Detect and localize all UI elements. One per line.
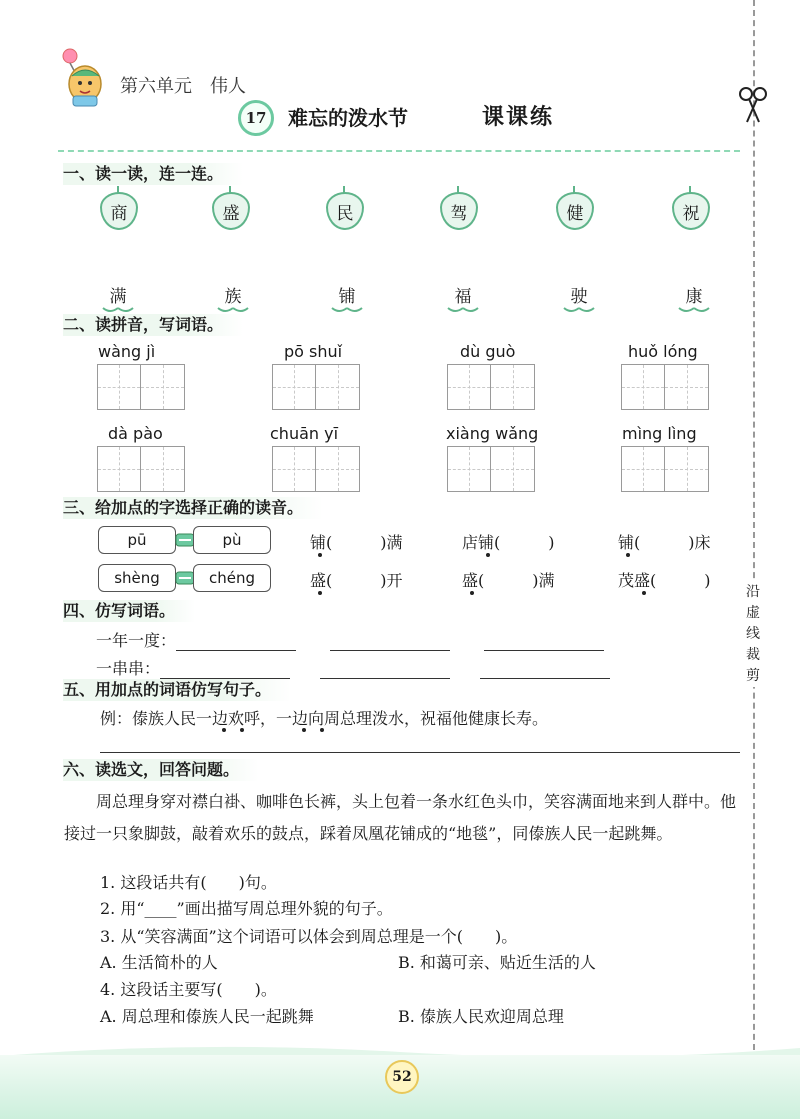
writing-grid[interactable] (97, 446, 185, 492)
bottom-char-6[interactable]: 康 (685, 287, 703, 307)
imitation-item-2 (96, 656, 610, 679)
bottom-char-2[interactable]: 族 (224, 287, 242, 307)
top-char-1[interactable]: 商 (100, 192, 138, 230)
question-1[interactable]: 1. 这段话共有( )句。 (100, 873, 277, 892)
question-3-option-b[interactable]: B. 和蔼可亲、贴近生活的人 (398, 953, 596, 972)
reading-option-sheng[interactable]: shèng (98, 564, 176, 592)
top-char-6[interactable]: 祝 (672, 192, 710, 230)
pinyin-8: mìng lìng (622, 424, 697, 443)
top-char-5[interactable]: 健 (556, 192, 594, 230)
section6-heading: 六、读选文，回答问题。 (63, 759, 259, 781)
writing-grid[interactable] (447, 364, 535, 410)
bottom-char-3[interactable]: 铺 (338, 287, 356, 307)
example-sentence: 例：傣族人民一边欢呼，一边向周总理泼水，祝福他健康长寿。 (100, 709, 549, 728)
pronunciation-blank[interactable]: 茂盛( ) (618, 571, 711, 590)
question-3-option-a[interactable]: A. 生活简朴的人 (100, 953, 218, 972)
cut-line (753, 0, 755, 1060)
emphasis-dot (320, 728, 324, 732)
answer-blank[interactable] (176, 632, 296, 651)
scissors-icon (738, 86, 768, 126)
reading-option-pu1[interactable]: pū (98, 526, 176, 554)
bottom-char-5[interactable]: 驶 (570, 287, 588, 307)
emphasis-dot (626, 553, 630, 557)
writing-grid[interactable] (272, 446, 360, 492)
pinyin-5: dà pào (108, 424, 163, 443)
reading-option-pu4[interactable]: pù (193, 526, 271, 554)
lesson-tag: 课课练 (482, 104, 555, 130)
unit-title: 第六单元 伟人 (120, 76, 246, 97)
pinyin-4: huǒ lóng (628, 342, 698, 361)
question-4-option-a[interactable]: A. 周总理和傣族人民一起跳舞 (100, 1007, 314, 1026)
answer-blank[interactable] (480, 660, 610, 679)
emphasis-dot (470, 591, 474, 595)
section2-heading: 二、读拼音，写词语。 (63, 314, 243, 336)
writing-grid[interactable] (621, 446, 709, 492)
pinyin-3: dù guò (460, 342, 516, 361)
bottom-char-4[interactable]: 福 (454, 287, 472, 307)
pronunciation-blank[interactable]: 铺( )满 (310, 533, 403, 552)
lesson-number-badge: 17 (238, 100, 274, 136)
answer-blank[interactable] (330, 632, 450, 651)
page-number: 52 (385, 1060, 419, 1094)
answer-blank[interactable] (320, 660, 450, 679)
emphasis-dot (318, 553, 322, 557)
section1-heading: 一、读一读，连一连。 (63, 163, 243, 185)
writing-grid[interactable] (272, 364, 360, 410)
top-char-4[interactable]: 驾 (440, 192, 478, 230)
question-4[interactable]: 4. 这段话主要写( )。 (100, 980, 277, 999)
pronunciation-blank[interactable]: 铺( )床 (618, 533, 711, 552)
pronunciation-blank[interactable]: 盛( )满 (462, 571, 555, 590)
pinyin-6: chuān yī (270, 424, 339, 443)
pinyin-2: pō shuǐ (284, 342, 343, 361)
answer-blank[interactable] (484, 632, 604, 651)
pronunciation-blank[interactable]: 盛( )开 (310, 571, 403, 590)
header-divider (58, 150, 740, 152)
top-char-2[interactable]: 盛 (212, 192, 250, 230)
lesson-title: 难忘的泼水节 (288, 106, 408, 130)
question-2[interactable]: 2. 用“____”画出描写周总理外貌的句子。 (100, 899, 393, 918)
writing-grid[interactable] (621, 364, 709, 410)
emphasis-dot (642, 591, 646, 595)
emphasis-dot (486, 553, 490, 557)
reading-passage: 周总理身穿对襟白褂、咖啡色长裤，头上包着一条水红色头巾，笑容满面地来到人群中。他接过一只象脚鼓，敲着欢乐的鼓点，踩着凤凰花铺成的“地毯”，同傣族人民一起跳舞。 (64, 792, 737, 843)
link-icon (175, 571, 195, 585)
link-icon (175, 533, 195, 547)
imitation-label: 一年一度： (96, 631, 177, 650)
imitation-item-1 (96, 628, 604, 651)
imitation-label: 一串串： (96, 659, 161, 678)
sentence-answer-line[interactable] (100, 752, 740, 753)
pinyin-1: wàng jì (98, 342, 156, 361)
top-char-3[interactable]: 民 (326, 192, 364, 230)
emphasis-dot (222, 728, 226, 732)
cut-note: 沿虚线裁剪 (742, 582, 764, 687)
writing-grid[interactable] (447, 446, 535, 492)
reading-option-cheng[interactable]: chéng (193, 564, 271, 592)
pronunciation-blank[interactable]: 店铺( ) (462, 533, 555, 552)
emphasis-dot (302, 728, 306, 732)
answer-blank[interactable] (160, 660, 290, 679)
emphasis-dot (318, 591, 322, 595)
section5-heading: 五、用加点的词语仿写句子。 (63, 679, 291, 701)
section3-heading: 三、给加点的字选择正确的读音。 (63, 497, 323, 519)
bottom-char-1[interactable]: 满 (109, 287, 127, 307)
mascot-icon (55, 46, 115, 110)
question-4-option-b[interactable]: B. 傣族人民欢迎周总理 (398, 1007, 564, 1026)
emphasis-dot (240, 728, 244, 732)
writing-grid[interactable] (97, 364, 185, 410)
question-3[interactable]: 3. 从“笑容满面”这个词语可以体会到周总理是一个( )。 (100, 927, 518, 946)
section4-heading: 四、仿写词语。 (63, 600, 195, 622)
pinyin-7: xiàng wǎng (446, 424, 539, 443)
